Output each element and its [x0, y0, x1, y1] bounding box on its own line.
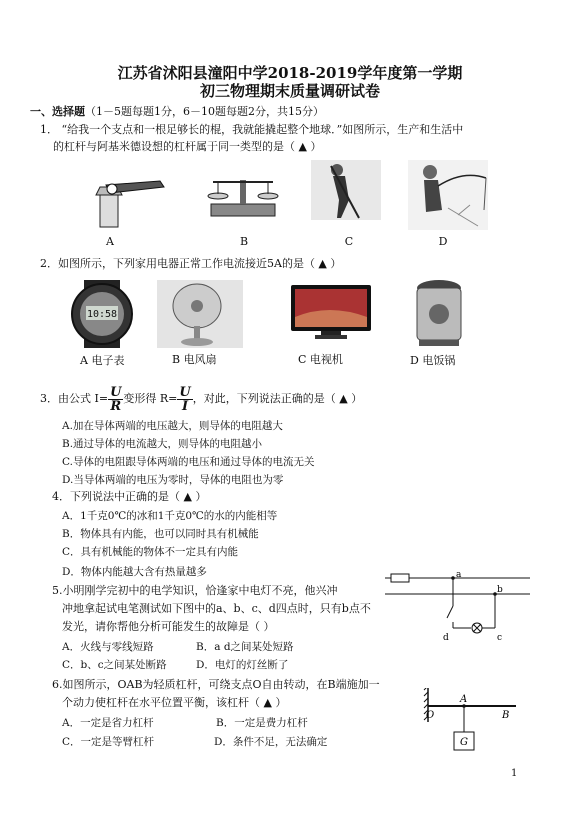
q6-point-a: A: [460, 694, 468, 705]
q3-fraction-2: [177, 386, 192, 413]
q2-image-fan: [157, 280, 243, 348]
q6-option-a: A．一定是省力杠杆: [62, 717, 154, 729]
q1-line1: 1． “给我一个支点和一根足够长的棍，我就能撬起整个地球．”如图所示，生产和生活中: [40, 123, 464, 136]
q2-image-watch: [60, 280, 144, 348]
q2-label-c: C 电视机: [298, 353, 343, 366]
q5-option-b: B．a d之间某处短路: [196, 641, 294, 653]
q2-image-tv: [289, 283, 373, 343]
q5-point-a: a: [456, 570, 462, 580]
q1-label-a: A: [106, 235, 114, 248]
q5-option-a: A．火线与零线短路: [62, 641, 154, 653]
q3-f2-numerator: U: [179, 384, 191, 400]
q3-f1-denominator: R: [110, 398, 122, 414]
q5-line1: 5.小明刚学完初中的电学知识，恰逢家中电灯不亮，他兴冲: [52, 584, 338, 597]
q5-point-d: d: [443, 633, 449, 643]
q3-part2: 变形得 R=: [123, 392, 178, 405]
q6-option-b: B．一定是费力杠杆: [216, 717, 308, 729]
q1-image-c-broom: [311, 160, 381, 220]
q3-option-d: D.当导体两端的电压为零时，导体的电阻也为零: [62, 474, 284, 486]
q4-stem: 4．下列说法中正确的是（ ▲ ）: [52, 490, 207, 503]
q1-label-b: B: [239, 235, 249, 248]
q2-stem: 2．如图所示，下列家用电器正常工作电流接近5A的是（ ▲ ）: [40, 257, 342, 270]
q6-option-d: D．条件不足，无法确定: [214, 736, 328, 748]
q2-watch-time: 10:58: [86, 309, 118, 320]
section-note: （1－5题每题1分，6－10题每题2分，共15分）: [85, 105, 324, 118]
q6-line2: 个动力使杠杆在水平位置平衡，该杠杆（ ▲ ）: [62, 696, 287, 709]
q2-label-d: D 电饭锅: [410, 354, 456, 367]
exam-title-line1: 江苏省沭阳县潼阳中学2018-2019学年度第一学期: [117, 64, 463, 82]
q3-stem: [40, 384, 362, 414]
q5-circuit-diagram: [385, 566, 530, 648]
q2-label-b: B 电风扇: [172, 353, 217, 366]
q6-line1: 6.如图所示，OAB为轻质杠杆，可绕支点O自由转动，在B端施加一: [52, 678, 380, 691]
q1-line2: 的杠杆与阿基米德设想的杠杆属于同一类型的是（ ▲ ）: [53, 140, 322, 153]
q6-weight-label: G: [460, 737, 468, 748]
q2-image-rice-cooker: [410, 278, 468, 348]
q5-point-b: b: [497, 585, 503, 595]
section-head: 一、选择题: [30, 105, 85, 118]
q3-option-c: C.导体的电阻跟导体两端的电压和通过导体的电流无关: [62, 456, 315, 468]
q5-line2: 冲地拿起试电笔测试如下图中的a、b、c、d四点时，只有b点不: [62, 602, 371, 615]
q3-f1-numerator: U: [110, 384, 122, 400]
q3-fraction-1: [108, 386, 123, 413]
q6-point-o: O: [426, 710, 435, 721]
section-heading: [30, 103, 324, 119]
q5-option-d: D．电灯的灯丝断了: [196, 659, 289, 671]
q5-fuse: [391, 574, 409, 582]
q5-point-c: c: [497, 633, 503, 643]
exam-title-line2: 初三物理期末质量调研试卷: [199, 82, 380, 100]
q4-option-d: D．物体内能越大含有热量越多: [62, 566, 207, 578]
q3-option-a: A.加在导体两端的电压越大，则导体的电阻越大: [62, 420, 283, 432]
q1-label-c: C: [344, 235, 354, 248]
q3-f2-denominator: I: [182, 398, 189, 414]
q5-line3: 发光，请你帮他分析可能发生的故障是（ ）: [62, 620, 275, 633]
q4-option-b: B．物体具有内能，也可以同时具有机械能: [62, 528, 259, 540]
q5-option-c: C．b、c之间某处断路: [62, 659, 167, 671]
q4-option-a: A．1千克0℃的冰和1千克0℃的水的内能相等: [62, 510, 278, 522]
q6-point-b: B: [502, 710, 510, 721]
q4-option-c: C．具有机械能的物体不一定具有内能: [62, 546, 239, 558]
q1-label-d: D: [438, 235, 448, 248]
q3-part1: 3．由公式 I=: [40, 392, 109, 405]
q6-lever-diagram: [420, 688, 525, 756]
q1-image-b-balance: [203, 170, 283, 218]
q6-option-c: C．一定是等臂杠杆: [62, 736, 155, 748]
q1-image-d-fishing: [408, 160, 488, 230]
q2-label-a: A 电子表: [80, 354, 125, 367]
page-number: 1: [511, 768, 518, 779]
q1-image-a-bottle-opener: [92, 175, 172, 230]
q3-part3: ，对此，下列说法正确的是（ ▲ ）: [192, 392, 363, 405]
q3-option-b: B.通过导体的电流越大，则导体的电阻越小: [62, 438, 263, 450]
